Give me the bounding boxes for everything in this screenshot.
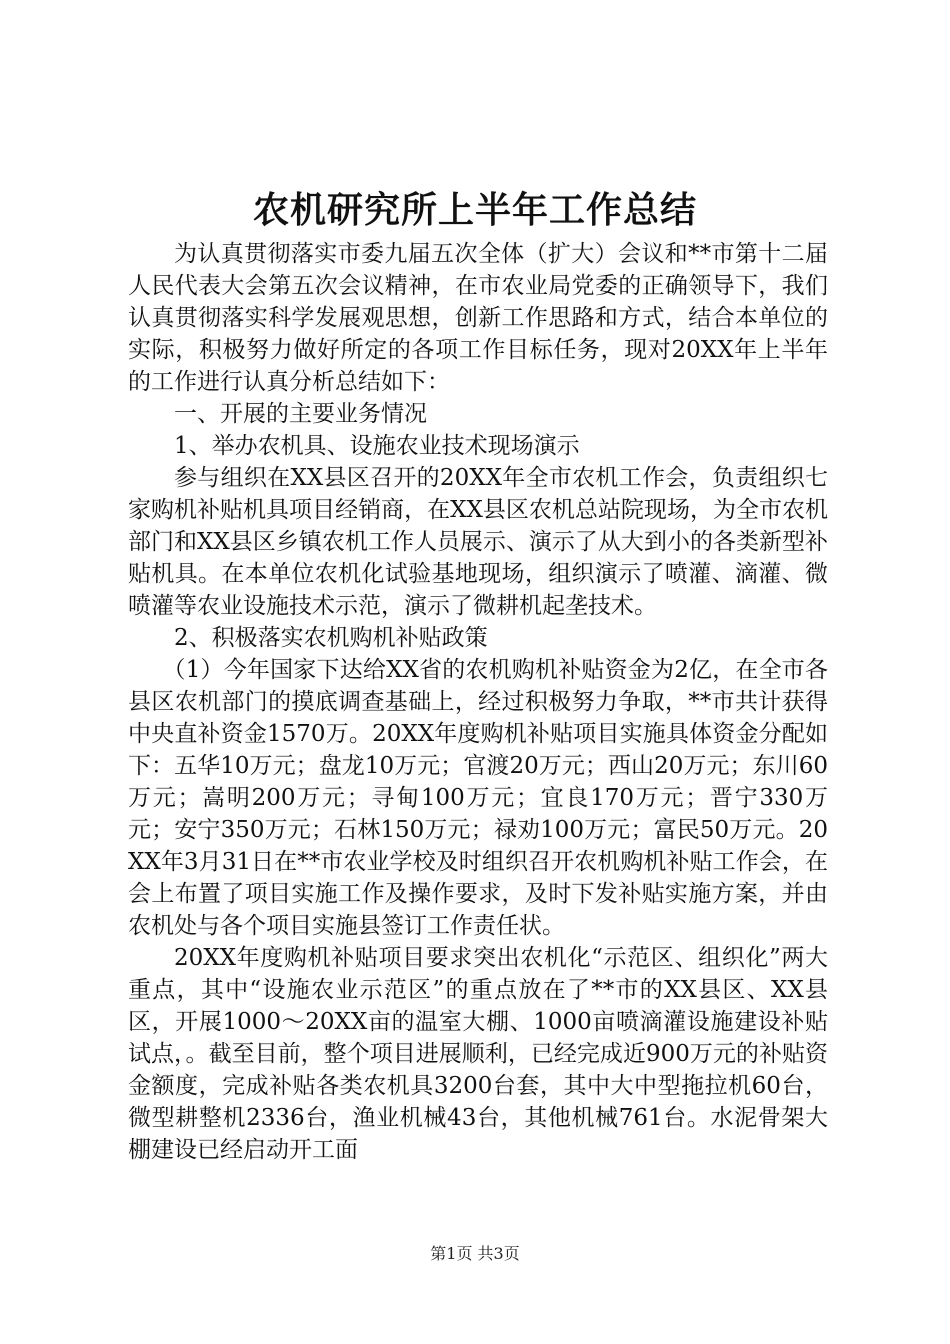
item-paragraph-1: 参与组织在XX县区召开的20XX年全市农机工作会，负责组织七家购机补贴机具项目经销商，在XX县区农机总站院现场，为全市农机部门和XX县区乡镇农机工作人员展示、演示了从大到小的各类新型补贴机具。在本单位农机化试验基地现场，组织演示了喷灌、滴灌、微喷灌等农业设施技术示范，演示了微耕机起垄技术。	[128, 465, 828, 619]
document-title: 农机研究所上半年工作总结	[252, 189, 697, 231]
page-number-footer: 第1页 共3页	[430, 1244, 520, 1263]
item-heading-1: 1、举办农机具、设施农业技术现场演示	[174, 433, 580, 459]
document-body	[128, 238, 828, 1166]
item-paragraph-2b: 20XX年度购机补贴项目要求突出农机化“示范区、组织化”两大重点，其中“设施农业示范区”的重点放在了**市的XX县区、XX县区，开展1000～20XX亩的温室大棚、1000亩喷滴灌设施建设补贴试点，。截至目前，整个项目进展顺利，已经完成近900万元的补贴资金额度，完成补贴各类农机具3200台套，其中大中型拖拉机60台，微型耕整机2336台，渔业机械43台，其他机械761台。水泥骨架大棚建设已经启动开工面	[128, 945, 828, 1163]
item-paragraph-2a: （1）今年国家下达给XX省的农机购机补贴资金为2亿，在全市各县区农机部门的摸底调查基础上，经过积极努力争取，**市共计获得中央直补资金1570万。20XX年度购机补贴项目实施具体资金分配如下：五华10万元；盘龙10万元；官渡20万元；西山20万元；东川60万元；嵩明200万元；寻甸100万元；宜良170万元；晋宁330万元；安宁350万元；石林150万元；禄劝100万元；富民50万元。20XX年3月31日在**市农业学校及时组织召开农机购机补贴工作会，在会上布置了项目实施工作及操作要求，及时下发补贴实施方案，并由农机处与各个项目实施县签订工作责任状。	[128, 657, 828, 939]
item-heading-2: 2、积极落实农机购机补贴政策	[174, 625, 488, 651]
section-heading-1: 一、开展的主要业务情况	[174, 401, 427, 427]
intro-paragraph: 为认真贯彻落实市委九届五次全体（扩大）会议和**市第十二届人民代表大会第五次会议精神，在市农业局党委的正确领导下，我们认真贯彻落实科学发展观思想，创新工作思路和方式，结合本单位的实际，积极努力做好所定的各项工作目标任务，现对20XX年上半年的工作进行认真分析总结如下：	[128, 241, 828, 395]
